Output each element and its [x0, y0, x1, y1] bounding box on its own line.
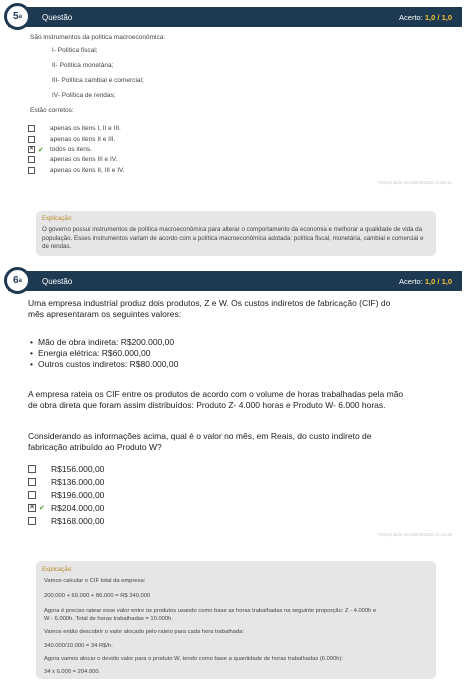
question-5-header [8, 7, 462, 27]
statement-item: IV- Política de rendas; [52, 92, 116, 99]
explanation-line: 340.000/10.000 = 34 R$/h. [44, 643, 113, 649]
checkbox[interactable] [28, 156, 35, 163]
answer-option[interactable]: apenas os itens III e IV. [28, 155, 117, 164]
explanation-box [36, 211, 436, 256]
answer-option[interactable]: apenas os itens II e III. [28, 135, 115, 144]
question-stem: mês apresentaram os seguintes valores: [28, 309, 182, 319]
question-number-badge: 6 a [4, 267, 31, 294]
checkbox[interactable] [28, 125, 35, 132]
question-prompt: fabricação atribuído ao Produto W? [28, 442, 162, 452]
explanation-title: Explicação: [42, 567, 73, 573]
explanation-line: 34 x 6.000 = 204.000. [44, 669, 101, 675]
question-title: Questão [42, 276, 73, 286]
correct-check-icon: ✔ [38, 146, 44, 154]
question-paragraph: A empresa rateia os CIF entre os produtos de acordo com o volume de horas trabalhadas pela mão [28, 389, 404, 399]
explanation-line: W - 6.000h. Total de horas trabalhadas = 10.000h. [44, 616, 173, 622]
question-stem: Uma empresa industrial produz dois produtos, Z e W. Os custos indiretos de fabricação (CIF) do [28, 298, 391, 308]
answer-option[interactable]: R$168.000,00 [28, 516, 104, 525]
explanation-line: Agora é preciso ratear esse valor entre os produtos usando como base as horas trabalhadas na seguinte proporção: Z - 4.000h e [44, 608, 377, 614]
answer-option[interactable]: apenas os itens II, III e IV. [28, 166, 125, 175]
answer-option[interactable]: ✕ ✔ todos os itens. [29, 146, 92, 154]
checkbox[interactable] [28, 167, 35, 174]
prompt-text: Estão corretos: [30, 107, 74, 114]
score: Acerto: 1,0 / 1,0 [399, 276, 452, 286]
explanation-text: O governo possui instrumentos de política macroeconômica para alterar o comportamento da economia e melhorar a qualidade de vida da população. Esses instrumentos variam de acordo com a política macroeconômica adotada: política fiscal, monetária, cambial e comercial e de rendas. [42, 226, 424, 250]
question-number-badge: 5 a [4, 3, 31, 30]
question-6-header [8, 271, 462, 291]
explanation-line: Vamos calcular o CIF total da empresa: [44, 578, 146, 584]
statement-item: I- Política fiscal; [52, 47, 98, 54]
explanation-title: Explicação: [42, 216, 73, 222]
bullet-item: • Mão de obra indireta: R$200.000,00 [38, 337, 174, 347]
correct-check-icon: ✔ [39, 504, 45, 512]
checkbox[interactable] [28, 465, 36, 473]
checkbox[interactable] [28, 517, 36, 525]
explanation-box [36, 561, 436, 679]
checkbox[interactable] [28, 136, 35, 143]
question-paragraph: de obra direta que foram assim distribuídos: Produto Z- 4.000 horas e Produto W- 6.000 horas. [28, 400, 386, 410]
statement-item: III- Política cambial e comercial; [52, 77, 144, 84]
explanation-line: Vamos então descobrir o valor alocado pelo rateio para cada hora trabalhada: [44, 629, 245, 635]
answered-timestamp: Respondido em 30/03/2022 11:08:41 [378, 180, 452, 185]
question-prompt: Considerando as informações acima, qual é o valor no mês, em Reais, do custo indireto de [28, 431, 372, 441]
answer-option[interactable]: ✕ ✔ R$204.000,00 [29, 502, 105, 513]
explanation-line: 200.000 + 60.000 + 80.000 = R$ 340.000 [44, 593, 151, 599]
checkbox-checked[interactable]: ✕ [29, 503, 35, 511]
answer-option[interactable]: R$136.000,00 [28, 477, 104, 486]
answer-option[interactable]: apenas os itens I, II e III. [28, 124, 121, 133]
answer-option[interactable]: R$156.000,00 [28, 464, 104, 473]
bullet-item: • Outros custos indiretos: R$80.000,00 [38, 359, 178, 369]
answered-timestamp: Respondido em 30/03/2022 11:18:38 [378, 532, 452, 537]
question-title: Questão [42, 12, 73, 22]
question-stem: São instrumentos da política macroeconômica: [30, 34, 166, 41]
answer-option[interactable]: R$196.000,00 [28, 490, 104, 499]
explanation-line: Agora vamos alocar o devido valor para o produto W, tendo como base a quantidade de horas trabalhadas (6.000h): [44, 656, 344, 662]
checkbox-checked[interactable]: ✕ [29, 146, 35, 152]
bullet-item: • Energia elétrica: R$60.000,00 [38, 348, 150, 358]
score: Acerto: 1,0 / 1,0 [399, 12, 452, 22]
checkbox[interactable] [28, 491, 36, 499]
statement-item: II- Política monetária; [52, 62, 114, 69]
checkbox[interactable] [28, 478, 36, 486]
